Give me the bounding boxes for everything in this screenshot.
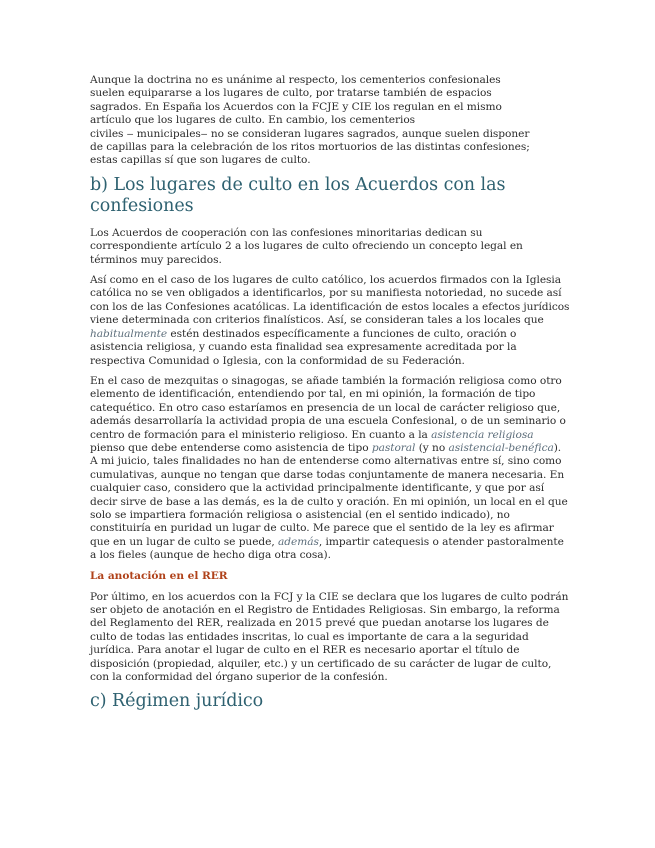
paragraph-mezquitas — [90, 375, 570, 563]
heading-b: b) Los lugares de culto en los Acuerdos con las confesiones — [90, 174, 506, 216]
line: civiles ‒ municipales‒ no se consideran lugares sagrados, aunque suelen disponer — [90, 127, 530, 140]
emphasis-asistencial-benefica: asistencial-benéfica — [448, 441, 554, 454]
emphasis-pastoral: pastoral — [371, 441, 416, 454]
text: (y no — [415, 441, 449, 454]
emphasis-asistencia-religiosa: asistencia religiosa — [431, 428, 534, 441]
heading-c: c) Régimen jurídico — [90, 691, 264, 712]
paragraph-cementerios — [90, 74, 570, 168]
document-page — [90, 74, 570, 722]
text: , impartir catequesis o atender pastoralmente a los fieles (aunque de hecho diga otra cosa). — [90, 535, 564, 562]
line: suelen equipararse a los lugares de culto, por tratarse también de espacios — [90, 87, 492, 100]
paragraph-catolico — [90, 274, 570, 368]
line: de capillas para la celebración de los ritos mortuorios de las distintas confesiones; — [90, 141, 530, 154]
line: estas capillas sí que son lugares de culto. — [90, 154, 311, 167]
text: pienso que debe entenderse como asistencia de tipo — [90, 441, 372, 454]
text: Así como en el caso de los lugares de culto católico, los acuerdos firmados con la Iglesia católica no se ven obligados a identificarlos, por su manifiesta notoriedad, no sucede así con los de las Confesiones acatólicas. La identificación de estos locales a efectos jurídicos viene determinada con criterios finalísticos. Así, se consideran tales a los locales que — [90, 274, 570, 327]
heading-rer: La anotación en el RER — [90, 569, 228, 582]
emphasis-ademas: además — [278, 535, 319, 548]
emphasis-habitualmente: habitualmente — [90, 327, 168, 340]
text: En el caso de mezquitas o sinagogas, se añade también la formación religiosa como otro elemento de identificación, entendiendo por tal, en mi opinión, la formación de tipo catequético. En otro caso estaríamos en presencia de un local de carácter religioso que, además desarrollaría la actividad propia de una escuela Confesional, o de un seminario o centro de formación para el ministerio religioso. En cuanto a la — [90, 374, 566, 441]
text: ). A mi juicio, tales finalidades no han de entenderse como alternativas entre sí, sino como cumulativas, aunque no tengan que darse todas conjuntamente de manera necesaria. En cualquier caso, considero que la actividad principalmente identificante, y que por así decir sirve de base a las demás, es la de culto y oración. En mi opinión, un local en el que solo se impartiera formación religiosa o asistencial (en el sentido indicado), no constituiría en puridad un lugar de culto. Me parece que el sentido de la ley es afirmar que en un lugar de culto se puede, — [90, 441, 568, 548]
paragraph-acuerdos: Los Acuerdos de cooperación con las confesiones minoritarias dedican su correspondiente artículo 2 a los lugares de culto ofreciendo un concepto legal en términos muy parecidos. — [90, 226, 523, 266]
line: sagrados. En España los Acuerdos con la FCJE y CIE los regulan en el mismo — [90, 100, 502, 113]
text: estén destinados específicamente a funciones de culto, oración o asistencia religiosa, y cuando esta finalidad sea expresamente acreditada por la respectiva Comunidad o Iglesia, con la conformidad de su Federación. — [90, 327, 517, 367]
line: artículo que los lugares de culto. En cambio, los cementerios — [90, 114, 416, 127]
line: Aunque la doctrina no es unánime al respecto, los cementerios confesionales — [90, 74, 501, 86]
paragraph-rer: Por último, en los acuerdos con la FCJ y la CIE se declara que los lugares de culto podrán ser objeto de anotación en el Registro de Entidades Religiosas. Sin embargo, la reforma del Reglamento del RER, realizada en 2015 prevé que puedan anotarse los lugares de culto de todas las entidades inscritas, lo cual es importante de cara a la seguridad jurídica. Para anotar el lugar de culto en el RER es necesario aportar el título de disposición (propiedad, alquiler, etc.) y un certificado de su carácter de lugar de culto, con la conformidad del órgano superior de la confesión. — [90, 590, 569, 684]
